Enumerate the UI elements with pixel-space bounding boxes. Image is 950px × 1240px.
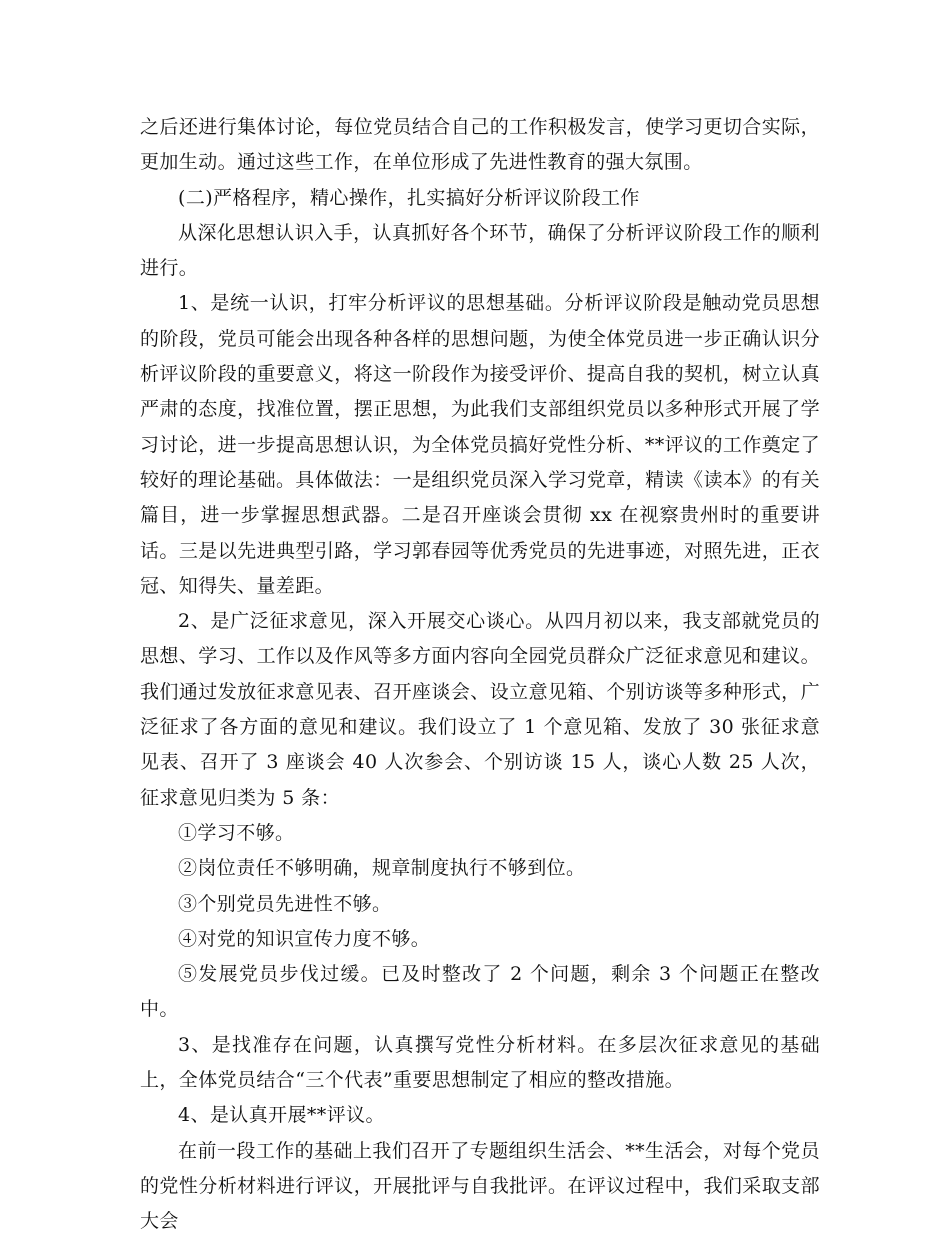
document-body (140, 110, 820, 1240)
paragraph: 之后还进行集体讨论，每位党员结合自己的工作积极发言，使学习更切合实际，更加生动。通过这些工作，在单位形成了先进性教育的强大氛围。 (140, 116, 820, 174)
paragraph: 从深化思想认识入手，认真抓好各个环节，确保了分析评议阶段工作的顺利进行。 (140, 221, 820, 280)
paragraph-item-2: 2、是广泛征求意见，深入开展交心谈心。从四月初以来，我支部就党员的思想、学习、工作以及作风等多方面内容向全园党员群众广泛征求意见和建议。我们通过发放征求意见表、召开座谈会、设立意见箱、个别访谈等多种形式，广泛征求了各方面的意见和建议。我们设立了 1 个意见箱、发放了 30 张征求意见表、召开了 3 座谈会 40 人次参会、个别访谈 15 人，谈心人数 25 人次，征求意见归类为 5 条： (140, 610, 821, 809)
paragraph-item-3: 3、是找准存在问题，认真撰写党性分析材料。在多层次征求意见的基础上，全体党员结合“三个代表”重要思想制定了相应的整改措施。 (140, 1033, 820, 1092)
list-item: ①学习不够。 (178, 821, 295, 844)
paragraph: 在前一段工作的基础上我们召开了专题组织生活会、**生活会，对每个党员的党性分析材料进行评议，开展批评与自我批评。在评议过程中，我们采取支部大会 (140, 1139, 820, 1233)
list-item: ②岗位责任不够明确，规章制度执行不够到位。 (178, 857, 586, 880)
list-item: ③个别党员先进性不够。 (178, 892, 392, 915)
section-heading: (二)严格程序，精心操作，扎实搞好分析评议阶段工作 (178, 186, 640, 209)
paragraph-item-1: 1、是统一认识，打牢分析评议的思想基础。分析评议阶段是触动党员思想的阶段，党员可能会出现各种各样的思想问题，为使全体党员进一步正确认识分析评议阶段的重要意义，将这一阶段作为接受评价、提高自我的契机，树立认真严肃的态度，找准位置，摆正思想，为此我们支部组织党员以多种形式开展了学习讨论，进一步提高思想认识，为全体党员搞好党性分析、**评议的工作奠定了较好的理论基础。具体做法：一是组织党员深入学习党章，精读《读本》的有关篇目，进一步掌握思想武器。二是召开座谈会贯彻 xx 在视察贵州时的重要讲话。三是以先进典型引路，学习郭春园等优秀党员的先进事迹，对照先进，正衣冠、知得失、量差距。 (140, 292, 820, 597)
list-item: ⑤发展党员步伐过缓。已及时整改了 2 个问题，剩余 3 个问题正在整改中。 (140, 963, 820, 1021)
list-item: ④对党的知识宣传力度不够。 (178, 927, 431, 950)
paragraph-item-4: 4、是认真开展**评议。 (178, 1104, 385, 1127)
